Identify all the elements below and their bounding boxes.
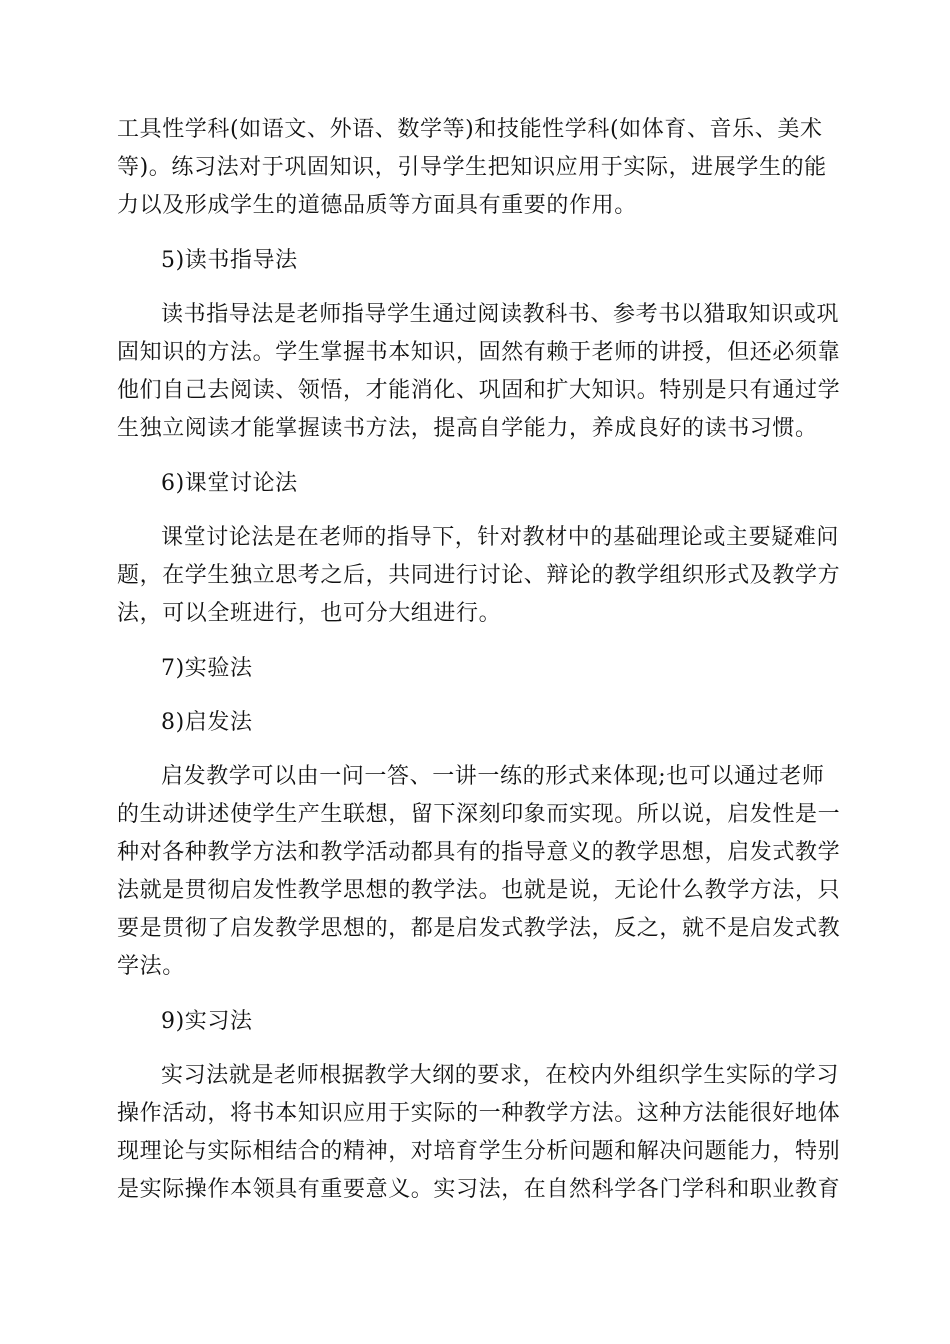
paragraph-line: 的生动讲述使学生产生联想，留下深刻印象而实现。所以说，启发性是一 xyxy=(117,802,841,827)
paragraph-line: 生独立阅读才能掌握读书方法，提高自学能力，养成良好的读书习惯。 xyxy=(117,416,818,441)
section-heading: 6)课堂讨论法 xyxy=(161,471,298,496)
section-heading: 7)实验法 xyxy=(161,656,253,681)
paragraph-line: 实习法就是老师根据教学大纲的要求，在校内外组织学生实际的学习 xyxy=(161,1063,840,1088)
paragraph-line: 种对各种教学方法和教学活动都具有的指导意义的教学思想，启发式教学 xyxy=(117,840,841,865)
paragraph-line: 法就是贯彻启发性教学思想的教学法。也就是说，无论什么教学方法，只 xyxy=(117,878,841,903)
paragraph-line: 题，在学生独立思考之后，共同进行讨论、辩论的教学组织形式及教学方 xyxy=(117,563,841,588)
section-heading: 5)读书指导法 xyxy=(161,248,298,273)
paragraph-line: 等)。练习法对于巩固知识，引导学生把知识应用于实际，进展学生的能 xyxy=(117,155,827,180)
paragraph-line: 固知识的方法。学生掌握书本知识，固然有赖于老师的讲授，但还必须靠 xyxy=(117,340,841,365)
paragraph-line: 操作活动，将书本知识应用于实际的一种教学方法。这种方法能很好地体 xyxy=(117,1101,841,1126)
paragraph-line: 启发教学可以由一问一答、一讲一练的形式来体现;也可以通过老师 xyxy=(161,764,825,789)
paragraph-line: 课堂讨论法是在老师的指导下，针对教材中的基础理论或主要疑难问 xyxy=(161,525,840,550)
section-heading: 9)实习法 xyxy=(161,1009,253,1034)
paragraph-line: 他们自己去阅读、领悟，才能消化、巩固和扩大知识。特别是只有通过学 xyxy=(117,378,841,403)
paragraph-line: 法，可以全班进行，也可分大组进行。 xyxy=(117,601,502,626)
paragraph-line: 是实际操作本领具有重要意义。实习法，在自然科学各门学科和职业教育 xyxy=(117,1177,841,1202)
paragraph-line: 要是贯彻了启发教学思想的，都是启发式教学法，反之，就不是启发式教 xyxy=(117,916,841,941)
section-heading: 8)启发法 xyxy=(161,710,253,735)
paragraph-line: 工具性学科(如语文、外语、数学等)和技能性学科(如体育、音乐、美术 xyxy=(117,117,823,142)
paragraph-line: 学法。 xyxy=(117,954,185,979)
paragraph-line: 现理论与实际相结合的精神，对培育学生分析问题和解决问题能力，特别 xyxy=(117,1139,841,1164)
paragraph-line: 读书指导法是老师指导学生通过阅读教科书、参考书以猎取知识或巩 xyxy=(161,302,840,327)
paragraph-line: 力以及形成学生的道德品质等方面具有重要的作用。 xyxy=(117,193,637,218)
